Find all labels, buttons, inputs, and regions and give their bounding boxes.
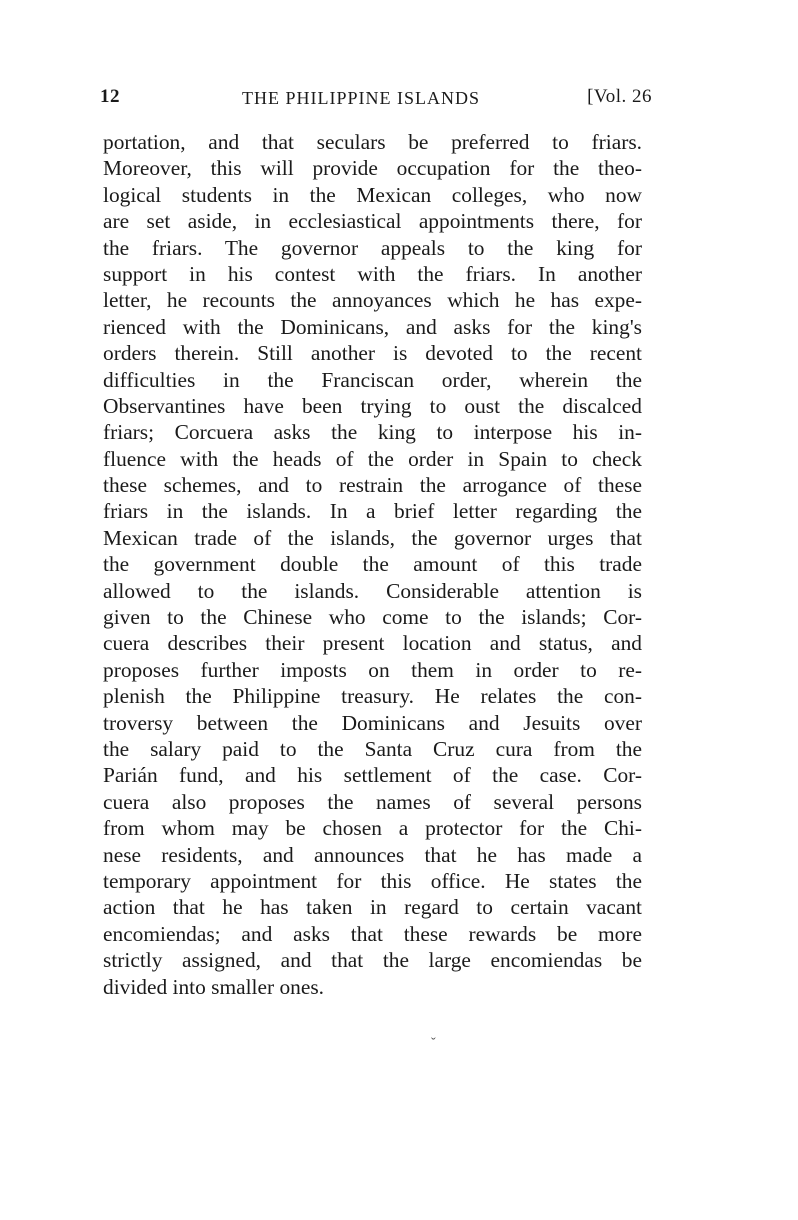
text-line: these schemes, and to restrain the arrogance of these [103, 473, 642, 498]
text-line: proposes further imposts on them in order to re- [103, 657, 642, 682]
volume-label: [Vol. 26 [587, 86, 652, 107]
text-line: troversy between the Dominicans and Jesuits over [103, 710, 642, 735]
text-line: nese residents, and announces that he has made a [103, 842, 642, 867]
text-line: Mexican trade of the islands, the governor urges that [103, 525, 642, 550]
text-line: friars in the islands. In a brief letter regarding the [103, 499, 642, 524]
text-line: letter, he recounts the annoyances which he has expe- [103, 288, 642, 313]
text-line: cuera describes their present location and status, and [103, 631, 642, 656]
text-line: strictly assigned, and that the large encomiendas be [103, 948, 642, 973]
text-line: divided into smaller ones. [103, 974, 324, 999]
text-line: friars; Corcuera asks the king to interpose his in- [103, 420, 642, 445]
text-line: given to the Chinese who come to the islands; Cor- [103, 605, 642, 630]
text-line: the government double the amount of this trade [103, 552, 642, 577]
text-line: Observantines have been trying to oust the discalced [103, 393, 642, 418]
running-title: THE PHILIPPINE ISLANDS [242, 88, 480, 108]
text-line: Moreover, this will provide occupation for the theo- [103, 156, 642, 181]
body-text [103, 129, 642, 1000]
text-line: action that he has taken in regard to certain vacant [103, 895, 642, 920]
text-line: difficulties in the Franciscan order, wherein the [103, 367, 642, 392]
text-line: allowed to the islands. Considerable attention is [103, 578, 642, 603]
text-line: support in his contest with the friars. In another [103, 261, 642, 286]
text-line: plenish the Philippine treasury. He relates the con- [103, 684, 642, 709]
text-line: are set aside, in ecclesiastical appointments there, for [103, 209, 642, 234]
text-line: cuera also proposes the names of several persons [103, 789, 642, 814]
text-line: fluence with the heads of the order in Spain to check [103, 446, 642, 471]
text-line: temporary appointment for this office. He states the [103, 868, 642, 893]
text-line: from whom may be chosen a protector for the Chi- [103, 816, 642, 841]
text-line: orders therein. Still another is devoted to the recent [103, 341, 642, 366]
text-line: Parián fund, and his settlement of the case. Cor- [103, 763, 642, 788]
text-line: the friars. The governor appeals to the king for [103, 235, 642, 260]
text-line: logical students in the Mexican colleges, who now [103, 182, 642, 207]
text-line: portation, and that seculars be preferred to friars. [103, 130, 642, 154]
text-line: rienced with the Dominicans, and asks for the king's [103, 314, 642, 339]
text-line: the salary paid to the Santa Cruz cura from the [103, 736, 642, 761]
text-line: encomiendas; and asks that these rewards be more [103, 921, 642, 946]
page-number: 12 [100, 86, 120, 107]
page-header [100, 86, 652, 114]
stray-mark: ˇ [431, 1036, 436, 1051]
